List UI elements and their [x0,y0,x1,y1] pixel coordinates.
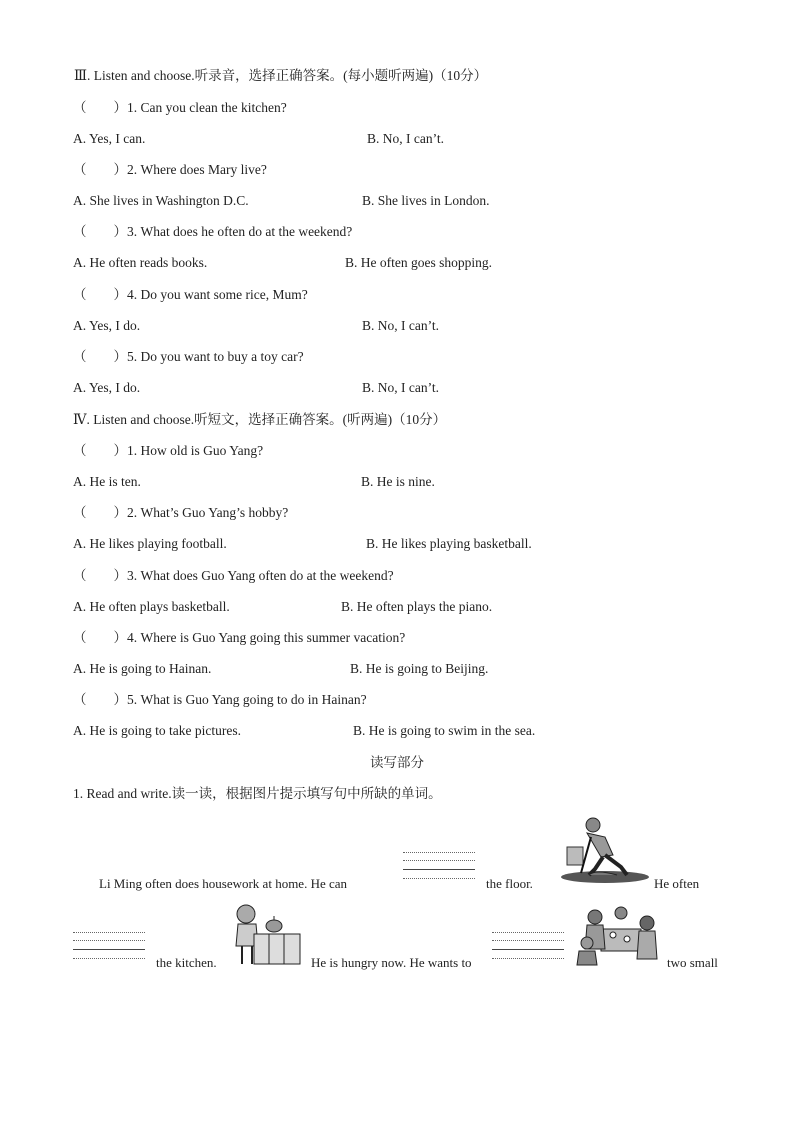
s4-q4-option-a: A. He is going to Hainan. [73,661,212,676]
s3-q1: （ ）1. Can you clean the kitchen? [73,100,287,115]
s3-q1-option-a: A. Yes, I can. [73,131,146,146]
s4-q5: （ ）5. What is Guo Yang going to do in Hainan? [73,692,367,707]
s3-q4-option-b: B. No, I can’t. [362,318,439,333]
boy-cooking-kitchen-picture [230,900,302,966]
answer-blank-1[interactable] [403,850,475,880]
passage-part-5: He is hungry now. He wants to [311,955,472,970]
s3-q3-option-a: A. He often reads books. [73,255,208,270]
passage-part-6: two small [667,955,718,970]
s4-q2-option-b: B. He likes playing basketball. [366,536,532,551]
passage-part-4: the kitchen. [156,955,217,970]
s3-q2-option-b: B. She lives in London. [362,193,490,208]
s4-q2-option-a: A. He likes playing football. [73,536,227,551]
section4-title: Ⅳ. Listen and choose.听短文，选择正确答案。(听两遍)（10分） [73,412,447,427]
passage-part-1: Li Ming often does housework at home. He can [99,876,348,891]
s4-q3-option-b: B. He often plays the piano. [341,599,493,614]
s3-q2: （ ）2. Where does Mary live? [73,162,267,177]
s3-q3: （ ）3. What does he often do at the weekend? [73,224,353,239]
s4-q3: （ ）3. What does Guo Yang often do at the weekend? [73,568,394,583]
s4-q2: （ ）2. What’s Guo Yang’s hobby? [73,505,289,520]
answer-blank-3[interactable] [492,930,564,960]
s4-q5-option-a: A. He is going to take pictures. [73,723,241,738]
section3-title: Ⅲ. Listen and choose.听录音，选择正确答案。(每小题听两遍)（10分） [74,68,488,83]
s3-q5-option-a: A. Yes, I do. [73,380,141,395]
s3-q2-option-a: A. She lives in Washington D.C. [73,193,249,208]
s3-q5: （ ）5. Do you want to buy a toy car? [73,349,304,364]
s4-q4-option-b: B. He is going to Beijing. [350,661,489,676]
passage-part-2: the floor. [486,876,533,891]
answer-blank-2[interactable] [73,930,145,960]
s3-q1-option-b: B. No, I can’t. [367,131,444,146]
s3-q3-option-b: B. He often goes shopping. [345,255,492,270]
passage-part-3: He often [654,876,700,891]
s4-q1-option-a: A. He is ten. [73,474,141,489]
reading-writing-instruction: 1. Read and write.读一读，根据图片提示填写句中所缺的单词。 [73,786,442,801]
s4-q1: （ ）1. How old is Guo Yang? [73,443,264,458]
s3-q4: （ ）4. Do you want some rice, Mum? [73,287,308,302]
s4-q3-option-a: A. He often plays basketball. [73,599,230,614]
reading-writing-heading: 读写部分 [370,755,424,770]
family-eating-picture [575,903,665,967]
s4-q1-option-b: B. He is nine. [361,474,435,489]
s4-q4: （ ）4. Where is Guo Yang going this summer vacation? [73,630,406,645]
boy-mopping-floor-picture [555,817,649,885]
s3-q4-option-a: A. Yes, I do. [73,318,141,333]
s4-q5-option-b: B. He is going to swim in the sea. [353,723,536,738]
s3-q5-option-b: B. No, I can’t. [362,380,439,395]
